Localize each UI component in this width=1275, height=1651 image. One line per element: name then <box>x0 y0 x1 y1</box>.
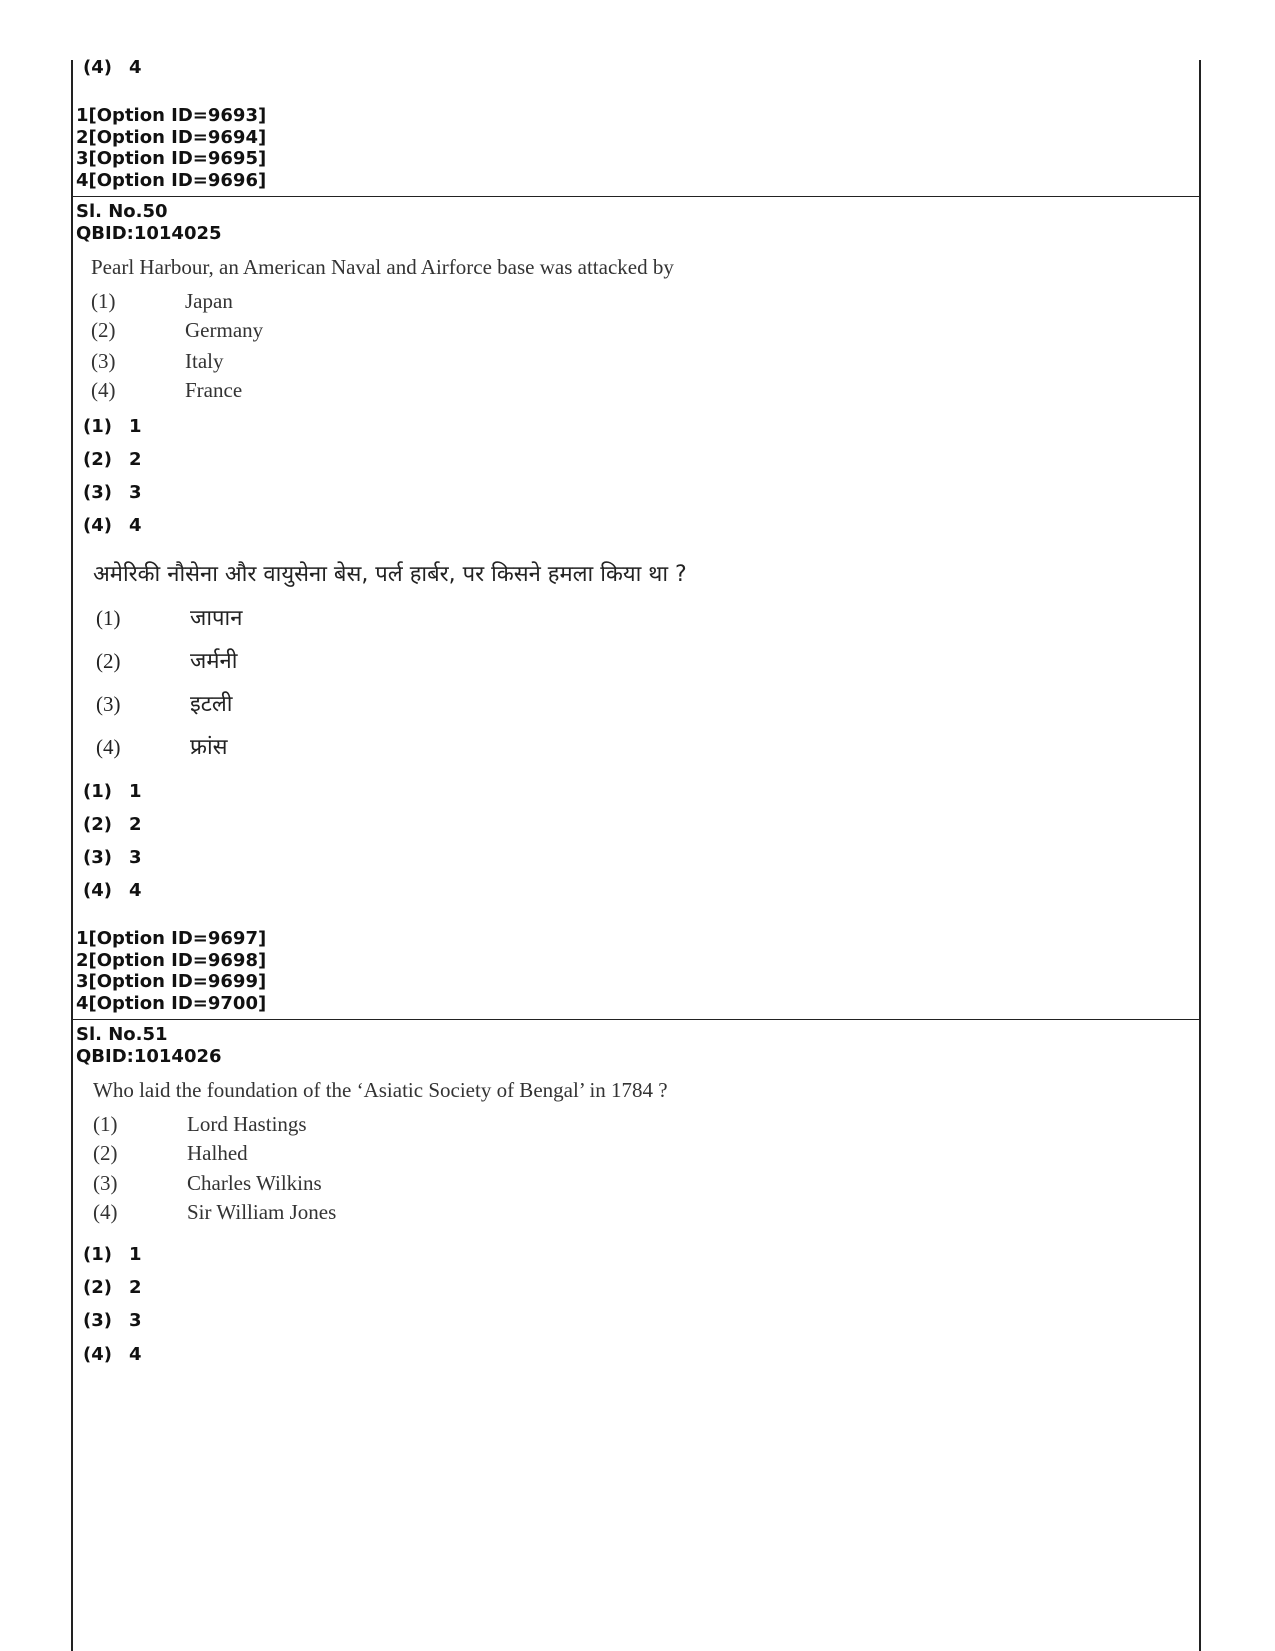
question-separator <box>71 196 1201 197</box>
q50-answer-hi-2: (2) 2 <box>83 814 142 835</box>
q50-option-en-2: (2) Germany <box>91 318 264 342</box>
q50-option-en-3: (3) Italy <box>91 349 224 373</box>
q51-header <box>76 1024 222 1067</box>
option-id-line: 1[Option ID=9697] <box>76 928 267 949</box>
q51-option-en-4: (4) Sir William Jones <box>93 1200 337 1224</box>
option-id-line: 4[Option ID=9700] <box>76 992 267 1014</box>
q50-option-hi-1: (1) जापान <box>96 606 243 631</box>
q51-answer-en-3: (3) 3 <box>83 1310 142 1331</box>
q51-answer-en-4: (4) 4 <box>83 1344 142 1365</box>
q51-answer-en-2: (2) 2 <box>83 1277 142 1298</box>
q50-answer-en-3: (3) 3 <box>83 482 142 503</box>
q51-qbid: QBID:1014026 <box>76 1045 222 1067</box>
q51-option-en-3: (3) Charles Wilkins <box>93 1171 322 1195</box>
q50-option-hi-3: (3) इटली <box>96 692 233 717</box>
q50-answer-en-2: (2) 2 <box>83 449 142 470</box>
q51-option-en-1: (1) Lord Hastings <box>93 1112 307 1136</box>
q50-sl-no: Sl. No.50 <box>76 201 168 222</box>
q50-header <box>76 201 222 244</box>
q50-answer-hi-1: (1) 1 <box>83 781 142 802</box>
q51-option-en-2: (2) Halhed <box>93 1141 248 1165</box>
option-id-line: 2[Option ID=9694] <box>76 126 267 148</box>
q50-option-en-1: (1) Japan <box>91 289 233 313</box>
option-id-line: 1[Option ID=9693] <box>76 105 267 126</box>
q50-question-hi: अमेरिकी नौसेना और वायुसेना बेस, पर्ल हार्बर, पर किसने हमला किया था ? <box>93 562 687 587</box>
option-id-line: 4[Option ID=9696] <box>76 169 267 191</box>
prev-answer-row-4: (4) 4 <box>83 57 142 78</box>
q50-option-ids <box>76 928 266 1014</box>
q51-question-en: Who laid the foundation of the ‘Asiatic Society of Bengal’ in 1784 ? <box>93 1078 668 1102</box>
question-separator <box>71 1019 1201 1020</box>
q51-answer-en-1: (1) 1 <box>83 1244 142 1265</box>
q51-sl-no: Sl. No.51 <box>76 1024 168 1045</box>
page-frame <box>71 60 1201 1651</box>
prev-option-ids <box>76 105 266 191</box>
q50-option-hi-4: (4) फ्रांस <box>96 735 228 760</box>
q50-question-en: Pearl Harbour, an American Naval and Airforce base was attacked by <box>91 255 674 279</box>
q50-option-en-4: (4) France <box>91 378 243 402</box>
q50-answer-hi-4: (4) 4 <box>83 880 142 901</box>
option-id-line: 3[Option ID=9695] <box>76 148 267 169</box>
q50-option-hi-2: (2) जर्मनी <box>96 649 238 674</box>
option-id-line: 3[Option ID=9699] <box>76 971 267 992</box>
q50-qbid: QBID:1014025 <box>76 222 222 244</box>
option-id-line: 2[Option ID=9698] <box>76 949 267 971</box>
q50-answer-en-1: (1) 1 <box>83 416 142 437</box>
q50-answer-en-4: (4) 4 <box>83 515 142 536</box>
q50-answer-hi-3: (3) 3 <box>83 847 142 868</box>
